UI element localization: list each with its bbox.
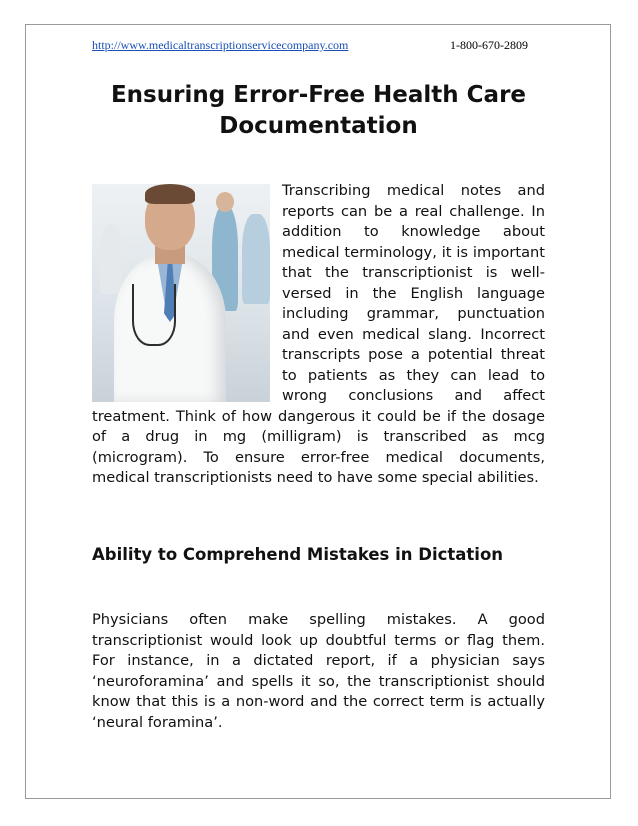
- doctor-hair: [145, 184, 195, 204]
- page-header: [92, 38, 545, 54]
- doctor-photo: [92, 184, 270, 402]
- header-phone-number: 1-800-670-2809: [450, 38, 528, 52]
- intro-text: Transcribing medical notes and reports can be a real challenge. In addition to knowledge about medical terminology, it is important that the transcriptionist is well-versed in the English language including grammar, punctuation and even medical slang. Incorrect transcripts pose a potential threat to patients as they can lead to wrong conclusions and affect treatment. Think of how dangerous it could be if the dosage of a drug in mg (milligram) is transcribed as mcg (microgram). To ensure error-free medical documents, medical transcriptionists need to have some special abilities.: [92, 182, 545, 486]
- background-figure: [242, 214, 270, 304]
- section-paragraph: Physicians often make spelling mistakes. A good transcriptionist would look up doubtful terms or flag them. For instance, in a dictated report, if a physician says ‘neuroforamina’ and spells it so, the transcriptionist should know that this is a non-word and the correct term is actually ‘neural foramina’.: [92, 611, 545, 731]
- section-heading: Ability to Comprehend Mistakes in Dictation: [92, 545, 504, 564]
- intro-paragraph: [92, 181, 545, 489]
- header-website-link[interactable]: http://www.medicaltranscriptionservicecompany.com: [92, 38, 349, 52]
- document-title: Ensuring Error-Free Health Care Documentation: [110, 82, 527, 139]
- stethoscope-icon: [132, 284, 176, 346]
- background-nurse-head: [216, 192, 234, 212]
- background-figure: [100, 224, 122, 294]
